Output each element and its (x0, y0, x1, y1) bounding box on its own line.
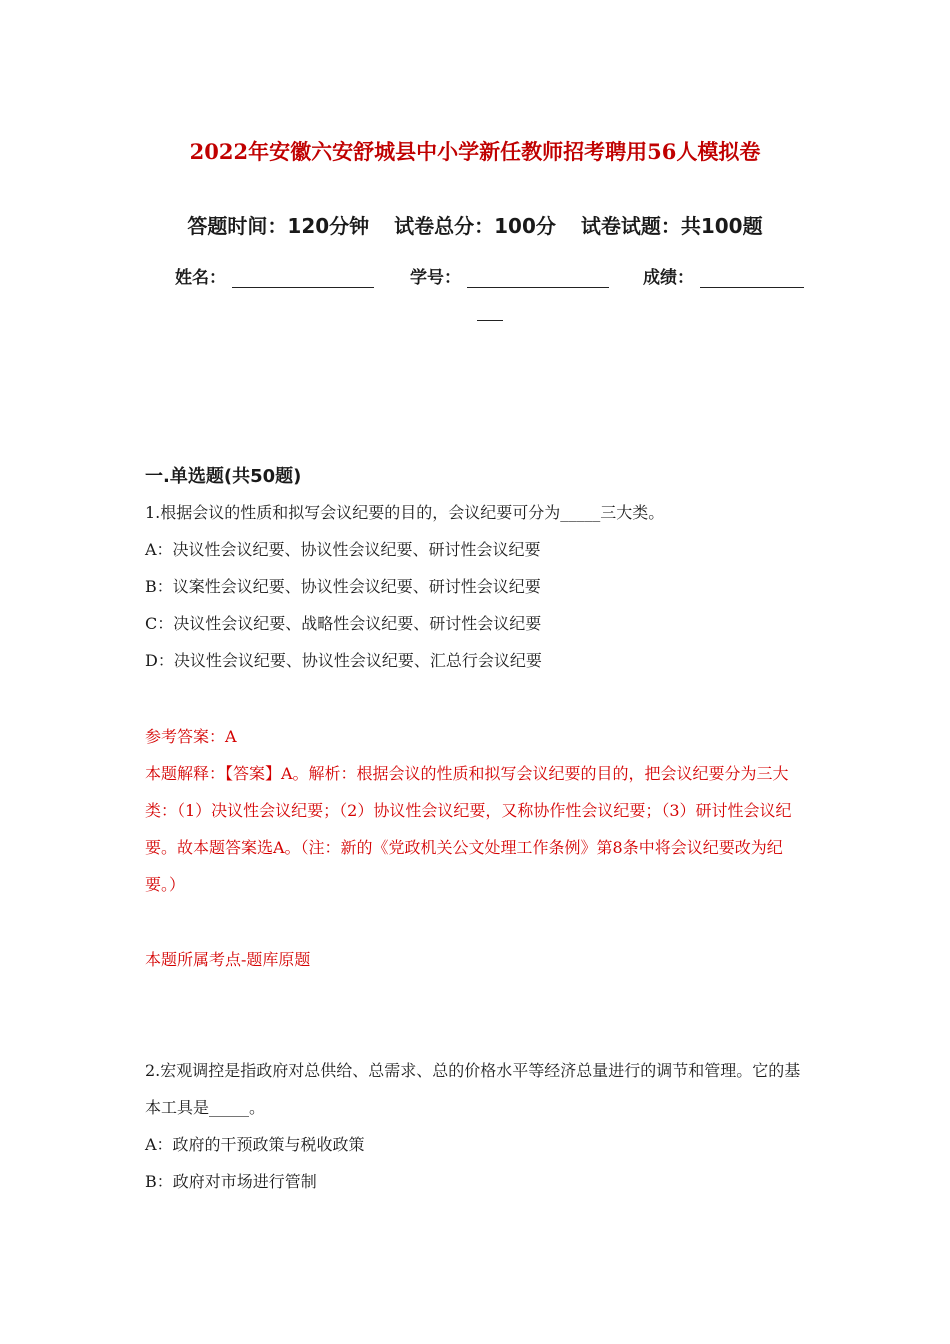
id-blank (467, 269, 609, 288)
name-label: 姓名： (175, 268, 226, 288)
exam-total-score: 试卷总分：100分 (394, 214, 556, 238)
id-field (410, 263, 609, 288)
score-blank (700, 269, 804, 288)
score-field (643, 263, 804, 288)
score-label: 成绩： (643, 268, 694, 288)
question-1-explanation: 本题解释：【答案】A。解析：根据会议的性质和拟写会议纪要的目的，把会议纪要分为三大类：（1）决议性会议纪要；（2）协议性会议纪要，又称协作性会议纪要；（3）研讨性会议纪要。故本题答案选A。（注：新的《党政机关公文处理工作条例》第8条中将会议纪要改为纪要。） (145, 764, 792, 894)
question-1-option-b: B：议案性会议纪要、协议性会议纪要、研讨性会议纪要 (145, 577, 541, 596)
id-label: 学号： (410, 268, 461, 288)
section-heading: 一.单选题(共50题) (145, 466, 302, 487)
question-1-option-c: C：决议性会议纪要、战略性会议纪要、研讨性会议纪要 (145, 614, 542, 633)
question-2-stem: 2.宏观调控是指政府对总供给、总需求、总的价格水平等经济总量进行的调节和管理。它的基本工具是_____。 (145, 1061, 801, 1117)
question-1-source: 本题所属考点-题库原题 (145, 950, 311, 969)
name-blank (232, 269, 374, 288)
name-field (175, 263, 374, 288)
question-1-stem: 1.根据会议的性质和拟写会议纪要的目的，会议纪要可分为_____三大类。 (145, 503, 665, 522)
score-blank-continued (477, 298, 503, 321)
page-title: 2022年安徽六安舒城县中小学新任教师招考聘用56人模拟卷 (189, 139, 761, 164)
exam-question-count: 试卷试题：共100题 (580, 214, 763, 238)
question-2-option-b: B：政府对市场进行管制 (145, 1172, 317, 1191)
question-1-option-a: A：决议性会议纪要、协议性会议纪要、研讨性会议纪要 (145, 540, 541, 559)
question-1-answer: 参考答案：A (145, 727, 237, 746)
exam-meta (0, 210, 950, 239)
question-2-option-a: A：政府的干预政策与税收政策 (145, 1135, 365, 1154)
exam-time: 答题时间：120分钟 (187, 214, 370, 238)
question-1-option-d: D：决议性会议纪要、协议性会议纪要、汇总行会议纪要 (145, 651, 542, 670)
